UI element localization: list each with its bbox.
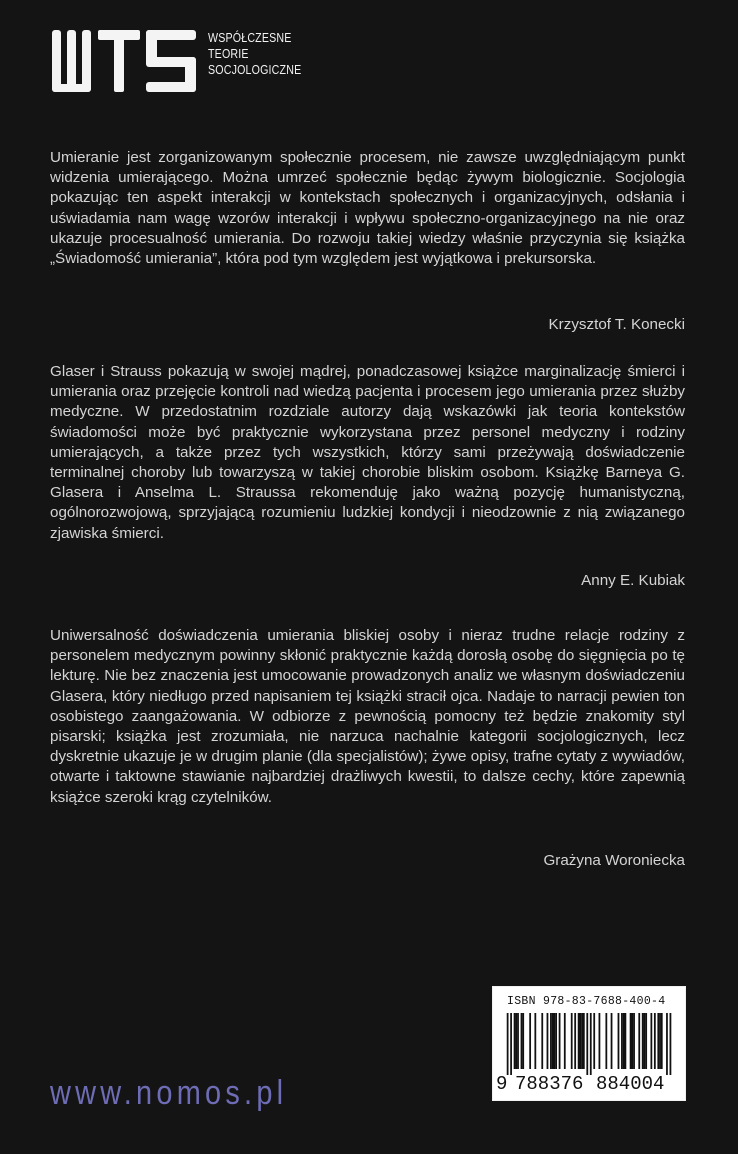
barcode-bar xyxy=(579,1013,581,1069)
barcode-bar xyxy=(507,1013,509,1075)
blurb-quote-2 xyxy=(50,362,685,544)
barcode-bar xyxy=(654,1013,656,1069)
barcode-left-group: 788376 xyxy=(515,1073,584,1095)
barcode-bar xyxy=(630,1013,632,1069)
barcode-bar xyxy=(605,1013,607,1069)
barcode-bar xyxy=(541,1013,543,1069)
barcode-bar xyxy=(515,1013,517,1069)
barcode-bar xyxy=(517,1013,519,1069)
barcode-bar xyxy=(659,1013,661,1069)
barcode-bar xyxy=(521,1013,523,1069)
barcode-bar xyxy=(529,1013,531,1069)
blurb-quote-3-text: Uniwersalność doświadczenia umierania bliskiej osoby i nieraz trudne relacje rodziny z personelem medycznym powinny skłonić praktycznie każdą dorosłą osobę do sięgnięcia po tę lekturę. Nie bez znaczenia jest umocowanie prowadzonych analiz we własnym doświadczeniu Glasera, który niedługo przed napisaniem tej książki stracił ojca. Nadaje to narracji pewien ton osobistego zaangażowania. W odbiorze z pewnością pomocny też będzie znakomity styl pisarski; książka jest zrozumiała, nie narzuca nachalnie kategorii socjologicznych, lecz dyskretnie ukazuje je w drugim planie (dla specjalistów); żywe opisy, trafne cytaty z wywiadów, otwarte i taktowne stawianie najbardziej drażliwych kwestii, to dalsze cechy, które zapewnią książce szeroki krąg czytelników. xyxy=(50,627,685,806)
barcode-bar xyxy=(644,1013,646,1069)
barcode-bar xyxy=(581,1013,583,1069)
barcode-bar xyxy=(590,1013,592,1075)
publisher-website: www.nomos.pl xyxy=(50,1074,288,1112)
series-logo-mark xyxy=(50,24,200,102)
barcode-bar xyxy=(638,1013,640,1069)
blurb-quote-2-text: Glaser i Strauss pokazują w swojej mądrej, ponadczasowej książce marginalizację śmierci i umierania oraz przejęcie kontroli nad wiedzą pacjenta i procesem jego umierania przez służby medyczne. W przedostatnim rozdziale autorzy dają wskazówki jak teoria kontekstów świadomości może być praktycznie wykorzystana przez personel medyczny i rodziny umierających, a także przez tych wszystkich, którzy sami przeżywają doświadczenie terminalnej choroby lub towarzyszą w takiej chorobie bliskim osobom. Książkę Barneya G. Glasera i Anselma L. Straussa rekomenduję jako ważną pozycję humanistyczną, ogólnorozwojową, sprzyjającą rozumieniu ludzkiej kondycji i nieodzownie z nią związanego zjawiska śmierci. xyxy=(50,363,685,542)
blurb-quote-1-text: Umieranie jest zorganizowanym społecznie procesem, nie zawsze uwzględniającym punkt widzenia umierającego. Można umrzeć społecznie będąc żywym biologicznie. Socjologia pokazując ten aspekt interakcji w kontekstach społecznych i organizacyjnych, odsłania i uświadamia nam wagę wzorów interakcji i wpływu społeczno-organizacyjnego na nie oraz ukazuje procesualność umierania. Do rozwoju takiej wiedzy właśnie przyczynia się książka „Świadomość umierania”, która pod tym względem jest wyjątkowa i prekursorska. xyxy=(50,149,685,268)
barcode-bar xyxy=(611,1013,613,1069)
isbn-barcode xyxy=(492,986,686,1101)
blurb-author-1: Krzysztof T. Konecki xyxy=(548,316,685,333)
barcode-bar xyxy=(670,1013,672,1075)
barcode-bar xyxy=(625,1013,627,1069)
barcode-bar xyxy=(623,1013,625,1069)
series-logo-line-1: WSPÓŁCZESNE xyxy=(208,30,292,45)
barcode-bar xyxy=(552,1013,554,1069)
barcode-bar xyxy=(559,1013,561,1069)
blurb-author-3: Grażyna Woroniecka xyxy=(543,852,685,869)
barcode-bar xyxy=(534,1013,536,1069)
barcode-bar xyxy=(621,1013,623,1069)
barcode-bars xyxy=(505,1013,673,1075)
series-logo-line-3: SOCJOLOGICZNE xyxy=(208,62,302,77)
blurb-quote-3 xyxy=(50,626,685,808)
barcode-bar xyxy=(586,1013,588,1075)
barcode-bar xyxy=(555,1013,557,1069)
isbn-label: ISBN 978-83-7688-400-4 xyxy=(507,995,666,1008)
barcode-bar xyxy=(661,1013,663,1069)
barcode-bar xyxy=(514,1013,516,1069)
barcode-bar xyxy=(571,1013,573,1069)
barcode-bar xyxy=(650,1013,652,1069)
barcode-bar xyxy=(618,1013,620,1069)
barcode-bar xyxy=(574,1013,576,1069)
barcode-bar xyxy=(633,1013,635,1069)
barcode-bar xyxy=(547,1013,549,1069)
barcode-bar xyxy=(642,1013,644,1069)
barcode-bar xyxy=(583,1013,585,1069)
series-logo-text xyxy=(208,30,301,78)
blurb-quote-1 xyxy=(50,148,685,269)
barcode-bar xyxy=(593,1013,595,1069)
barcode-right-group: 884004 xyxy=(596,1073,665,1095)
barcode-bar xyxy=(564,1013,566,1069)
barcode-bar xyxy=(666,1013,668,1075)
barcode-bar xyxy=(510,1013,512,1075)
barcode-bar xyxy=(645,1013,647,1069)
barcode-bar xyxy=(599,1013,601,1069)
blurb-author-2: Anny E. Kubiak xyxy=(581,572,685,589)
barcode-bar xyxy=(553,1013,555,1069)
barcode-bar xyxy=(657,1013,659,1069)
barcode-bar xyxy=(522,1013,524,1069)
barcode-bar xyxy=(550,1013,552,1069)
barcode-bar xyxy=(578,1013,580,1069)
series-logo-line-2: TEORIE xyxy=(208,46,249,61)
series-logo xyxy=(50,24,300,104)
barcode-first-digit: 9 xyxy=(496,1073,508,1095)
barcode-bar xyxy=(631,1013,633,1069)
